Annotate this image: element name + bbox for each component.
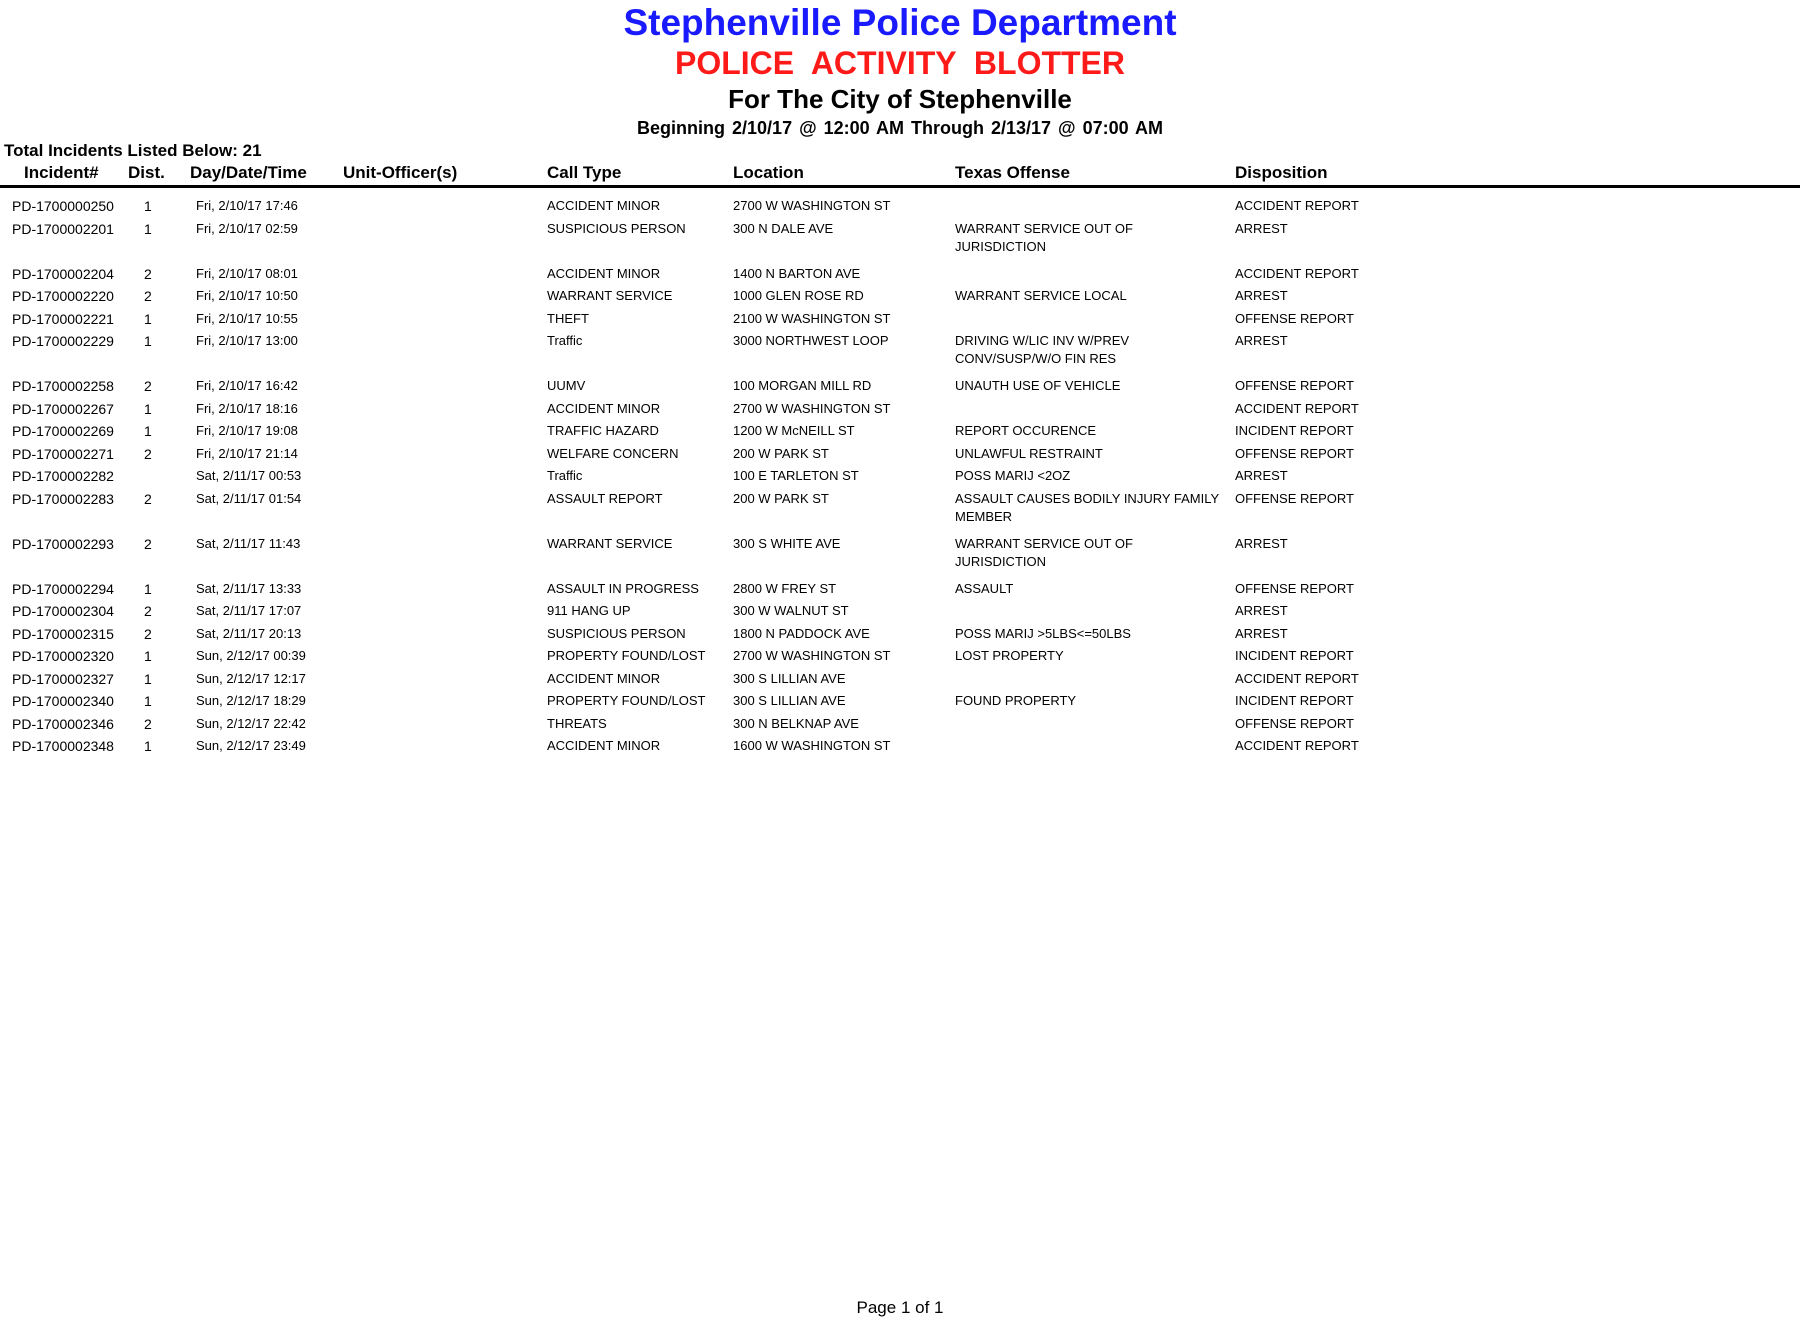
incident-number: PD-1700002320 [12, 648, 114, 664]
call-type: WELFARE CONCERN [547, 445, 679, 461]
column-header-call-type: Call Type [547, 163, 622, 182]
day-date-time: Sat, 2/11/17 20:13 [196, 625, 302, 641]
city-line: For The City of Stephenville [728, 84, 1072, 114]
department-title: Stephenville Police Department [623, 2, 1177, 43]
district: 2 [144, 265, 152, 282]
incident-number: PD-1700002315 [12, 625, 114, 642]
district: 2 [144, 288, 152, 304]
day-date-time: Sat, 2/11/17 13:33 [196, 580, 302, 596]
texas-offense: WARRANT SERVICE OUT OF JURISDICTION [955, 535, 1133, 569]
total-incidents: Total Incidents Listed Below: 21 [4, 141, 262, 160]
day-date-time: Fri, 2/10/17 18:16 [196, 400, 298, 416]
incident-number: PD-1700002221 [12, 310, 114, 327]
call-type: TRAFFIC HAZARD [547, 423, 659, 438]
location: 1800 N PADDOCK AVE [733, 625, 870, 641]
disposition: OFFENSE REPORT [1235, 580, 1354, 596]
call-type: PROPERTY FOUND/LOST [547, 693, 706, 708]
district: 2 [144, 625, 152, 642]
location: 2700 W WASHINGTON ST [733, 648, 891, 663]
table-row [0, 670, 1800, 693]
location: 300 S WHITE AVE [733, 535, 841, 551]
table-row [0, 197, 1800, 220]
report-title: POLICE ACTIVITY BLOTTER [674, 45, 1125, 81]
table-row [0, 220, 1800, 265]
call-type: SUSPICIOUS PERSON [547, 220, 686, 236]
incident-number: PD-1700002229 [12, 333, 114, 349]
district: 1 [144, 310, 152, 327]
location: 2700 W WASHINGTON ST [733, 198, 891, 213]
texas-offense: WARRANT SERVICE OUT OF JURISDICTION [955, 220, 1133, 254]
disposition: ARREST [1235, 625, 1288, 641]
incident-number: PD-1700002271 [12, 445, 114, 462]
location: 200 W PARK ST [733, 445, 829, 461]
texas-offense: POSS MARIJ <2OZ [955, 468, 1071, 483]
call-type: WARRANT SERVICE [547, 288, 673, 303]
district: 1 [144, 400, 152, 417]
disposition: ACCIDENT REPORT [1235, 265, 1359, 281]
day-date-time: Sat, 2/11/17 00:53 [196, 468, 302, 483]
header-divider [0, 185, 1800, 188]
disposition: ARREST [1235, 603, 1288, 618]
location: 2100 W WASHINGTON ST [733, 310, 891, 326]
table-row [0, 737, 1800, 760]
call-type: ACCIDENT MINOR [547, 400, 661, 416]
location: 100 MORGAN MILL RD [733, 378, 872, 393]
incident-number: PD-1700002220 [12, 288, 114, 304]
call-type: ACCIDENT MINOR [547, 265, 661, 281]
district: 1 [144, 738, 152, 754]
disposition: OFFENSE REPORT [1235, 378, 1354, 393]
table-row [0, 602, 1800, 625]
call-type: THEFT [547, 310, 589, 326]
district: 1 [144, 580, 152, 597]
incident-number: PD-1700002348 [12, 738, 114, 754]
day-date-time: Sun, 2/12/17 12:17 [196, 670, 306, 686]
page-number: Page 1 of 1 [856, 1298, 944, 1317]
texas-offense: REPORT OCCURENCE [955, 423, 1097, 438]
district: 2 [144, 445, 152, 462]
call-type: PROPERTY FOUND/LOST [547, 648, 706, 663]
table-row [0, 445, 1800, 468]
texas-offense: UNAUTH USE OF VEHICLE [955, 378, 1121, 393]
location: 3000 NORTHWEST LOOP [733, 333, 889, 348]
disposition: ACCIDENT REPORT [1235, 198, 1359, 213]
table-row [0, 310, 1800, 333]
texas-offense: POSS MARIJ >5LBS<=50LBS [955, 625, 1131, 641]
call-type: Traffic [547, 333, 583, 348]
texas-offense: DRIVING W/LIC INV W/PREV CONV/SUSP/W/O FIN RES [955, 333, 1130, 366]
district: 1 [144, 198, 152, 214]
call-type: ASSAULT IN PROGRESS [547, 580, 699, 596]
location: 2800 W FREY ST [733, 580, 837, 596]
location: 1600 W WASHINGTON ST [733, 738, 891, 753]
incident-number: PD-1700002267 [12, 400, 114, 417]
call-type: ACCIDENT MINOR [547, 198, 661, 213]
location: 100 E TARLETON ST [733, 468, 859, 483]
column-header-offense: Texas Offense [955, 163, 1070, 182]
disposition: ARREST [1235, 468, 1288, 483]
table-row [0, 400, 1800, 423]
disposition: ARREST [1235, 220, 1288, 236]
texas-offense: WARRANT SERVICE LOCAL [955, 288, 1127, 303]
texas-offense: ASSAULT [955, 580, 1014, 596]
location: 300 W WALNUT ST [733, 603, 849, 618]
call-type: UUMV [547, 378, 586, 393]
day-date-time: Fri, 2/10/17 17:46 [196, 198, 298, 213]
location: 2700 W WASHINGTON ST [733, 400, 891, 416]
call-type: THREATS [547, 715, 607, 731]
day-date-time: Sun, 2/12/17 23:49 [196, 738, 306, 753]
disposition: INCIDENT REPORT [1235, 648, 1354, 663]
district: 1 [144, 693, 152, 709]
incident-number: PD-1700002201 [12, 220, 114, 237]
disposition: OFFENSE REPORT [1235, 490, 1354, 506]
location: 300 N DALE AVE [733, 220, 834, 236]
call-type: Traffic [547, 468, 583, 483]
column-header-dist: Dist. [128, 163, 165, 182]
incident-table [0, 197, 1800, 760]
table-row [0, 332, 1800, 377]
texas-offense: FOUND PROPERTY [955, 693, 1077, 708]
texas-offense: UNLAWFUL RESTRAINT [955, 445, 1103, 461]
call-type: 911 HANG UP [547, 603, 631, 618]
column-header-location: Location [733, 163, 804, 182]
day-date-time: Fri, 2/10/17 21:14 [196, 445, 298, 461]
column-header-disposition: Disposition [1235, 163, 1328, 182]
disposition: ACCIDENT REPORT [1235, 670, 1359, 686]
call-type: ASSAULT REPORT [547, 490, 663, 506]
texas-offense: ASSAULT CAUSES BODILY INJURY FAMILY MEMBER [955, 490, 1219, 524]
location: 200 W PARK ST [733, 490, 829, 506]
disposition: ARREST [1235, 333, 1288, 348]
table-row [0, 422, 1800, 445]
day-date-time: Fri, 2/10/17 19:08 [196, 423, 298, 438]
day-date-time: Fri, 2/10/17 08:01 [196, 265, 298, 281]
table-row [0, 692, 1800, 715]
district: 2 [144, 535, 152, 552]
column-header-officer: Unit-Officer(s) [343, 163, 458, 182]
table-row [0, 467, 1800, 490]
column-header-incident: Incident# [24, 163, 99, 182]
day-date-time: Fri, 2/10/17 10:50 [196, 288, 298, 303]
incident-number: PD-1700002346 [12, 715, 114, 732]
disposition: INCIDENT REPORT [1235, 423, 1354, 438]
incident-number: PD-1700002282 [12, 468, 114, 484]
call-type: SUSPICIOUS PERSON [547, 625, 686, 641]
incident-number: PD-1700000250 [12, 198, 114, 214]
disposition: ACCIDENT REPORT [1235, 738, 1359, 753]
table-row [0, 625, 1800, 648]
incident-number: PD-1700002327 [12, 670, 114, 687]
day-date-time: Sat, 2/11/17 17:07 [196, 603, 302, 618]
table-row [0, 647, 1800, 670]
day-date-time: Sun, 2/12/17 18:29 [196, 693, 306, 708]
incident-number: PD-1700002258 [12, 378, 114, 394]
texas-offense: LOST PROPERTY [955, 648, 1064, 663]
district: 1 [144, 648, 152, 664]
table-row [0, 265, 1800, 288]
location: 1200 W McNEILL ST [733, 423, 855, 438]
disposition: ACCIDENT REPORT [1235, 400, 1359, 416]
table-row [0, 715, 1800, 738]
disposition: OFFENSE REPORT [1235, 445, 1354, 461]
day-date-time: Fri, 2/10/17 02:59 [196, 220, 298, 236]
call-type: ACCIDENT MINOR [547, 738, 661, 753]
disposition: ARREST [1235, 535, 1288, 551]
day-date-time: Fri, 2/10/17 16:42 [196, 378, 298, 393]
table-row [0, 580, 1800, 603]
day-date-time: Sat, 2/11/17 11:43 [196, 535, 301, 551]
incident-number: PD-1700002340 [12, 693, 114, 709]
call-type: ACCIDENT MINOR [547, 670, 661, 686]
disposition: ARREST [1235, 288, 1288, 303]
day-date-time: Fri, 2/10/17 13:00 [196, 333, 298, 348]
day-date-time: Fri, 2/10/17 10:55 [196, 310, 298, 326]
location: 1000 GLEN ROSE RD [733, 288, 864, 303]
location: 300 N BELKNAP AVE [733, 715, 859, 731]
district: 1 [144, 423, 152, 439]
district: 2 [144, 490, 152, 507]
incident-number: PD-1700002304 [12, 603, 114, 619]
table-row [0, 287, 1800, 310]
location: 300 S LILLIAN AVE [733, 670, 846, 686]
table-row [0, 377, 1800, 400]
district: 2 [144, 378, 152, 394]
incident-number: PD-1700002294 [12, 580, 114, 597]
location: 300 S LILLIAN AVE [733, 693, 846, 708]
table-row [0, 490, 1800, 535]
disposition: INCIDENT REPORT [1235, 693, 1354, 708]
location: 1400 N BARTON AVE [733, 265, 861, 281]
day-date-time: Sun, 2/12/17 00:39 [196, 648, 306, 663]
day-date-time: Sun, 2/12/17 22:42 [196, 715, 306, 731]
district: 2 [144, 715, 152, 732]
column-header-datetime: Day/Date/Time [190, 163, 307, 182]
incident-number: PD-1700002293 [12, 535, 114, 552]
district: 2 [144, 603, 152, 619]
table-row [0, 535, 1800, 580]
call-type: WARRANT SERVICE [547, 535, 673, 551]
incident-number: PD-1700002204 [12, 265, 114, 282]
incident-number: PD-1700002283 [12, 490, 114, 507]
incident-number: PD-1700002269 [12, 423, 114, 439]
district: 1 [144, 220, 152, 237]
disposition: OFFENSE REPORT [1235, 715, 1354, 731]
day-date-time: Sat, 2/11/17 01:54 [196, 490, 302, 506]
district: 1 [144, 333, 152, 349]
district: 1 [144, 670, 152, 687]
date-range: Beginning 2/10/17 @ 12:00 AM Through 2/13/17 @ 07:00 AM [637, 118, 1163, 138]
disposition: OFFENSE REPORT [1235, 310, 1354, 326]
